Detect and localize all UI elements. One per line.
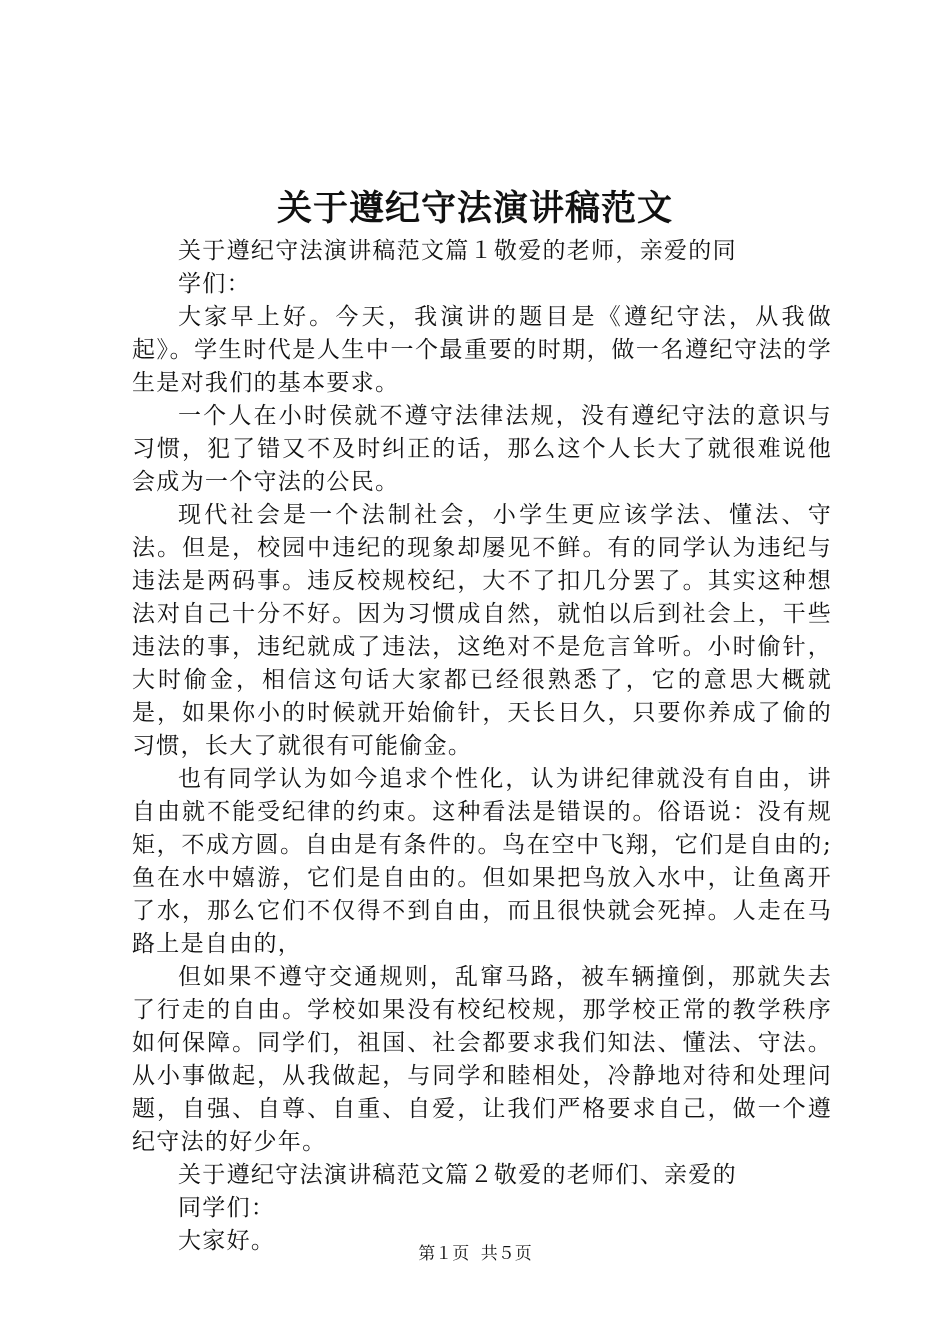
paragraph-freedom: 也有同学认为如今追求个性化，认为讲纪律就没有自由，讲自由就不能受纪律的约束。这种看法是错误的。俗语说：没有规矩，不成方圆。自由是有条件的。鸟在空中飞翔，它们是自由的;鱼在水中嬉游，它们是自由的。但如果把鸟放入水中，让鱼离开了水，那么它们不仅得不到自由，而且很快就会死掉。人走在马路上是自由的， <box>132 766 832 957</box>
document-title: 关于遵纪守法演讲稿范文 <box>276 188 673 229</box>
page-footer <box>0 1242 950 1266</box>
document-body <box>132 235 832 1258</box>
section-heading-2: 关于遵纪守法演讲稿范文篇２敬爱的老师们、亲爱的同学们： <box>178 1162 737 1221</box>
paragraph-traffic-rules: 但如果不遵守交通规则，乱窜马路，被车辆撞倒，那就失去了行走的自由。学校如果没有校纪校规，那学校正常的教学秩序如何保障。同学们，祖国、社会都要求我们知法、懂法、守法。从小事做起，从我做起，与同学和睦相处，冷静地对待和处理问题，自强、自尊、自重、自爱，让我们严格要求自己，做一个遵纪守法的好少年。 <box>132 964 832 1155</box>
page-number: 第１页 <box>418 1244 470 1264</box>
paragraph-society: 现代社会是一个法制社会，小学生更应该学法、懂法、守法。但是，校园中违纪的现象却屡见不鲜。有的同学认为违纪与违法是两码事。违反校规校纪，大不了扣几分罢了。其实这种想法对自己十分不好。因为习惯成自然，就怕以后到社会上，干些违法的事，违纪就成了违法，这绝对不是危言耸听。小时偷针，大时偷金，相信这句话大家都已经很熟悉了，它的意思大概就是，如果你小的时候就开始偷针，天长日久，只要你养成了偷的习惯，长大了就很有可能偷金。 <box>132 502 832 759</box>
section-heading-1: 关于遵纪守法演讲稿范文篇１敬爱的老师，亲爱的同学们： <box>178 238 737 297</box>
paragraph-greeting: 大家早上好。今天，我演讲的题目是《遵纪守法，从我做起》。学生时代是人生中一个最重要的时期，做一名遵纪守法的学生是对我们的基本要求。 <box>132 304 832 396</box>
page-total: 共５页 <box>480 1244 532 1264</box>
paragraph-hello: 大家好。 <box>178 1228 276 1254</box>
paragraph-habits: 一个人在小时侯就不遵守法律法规，没有遵纪守法的意识与习惯，犯了错又不及时纠正的话，那么这个人长大了就很难说他会成为一个守法的公民。 <box>132 403 832 495</box>
